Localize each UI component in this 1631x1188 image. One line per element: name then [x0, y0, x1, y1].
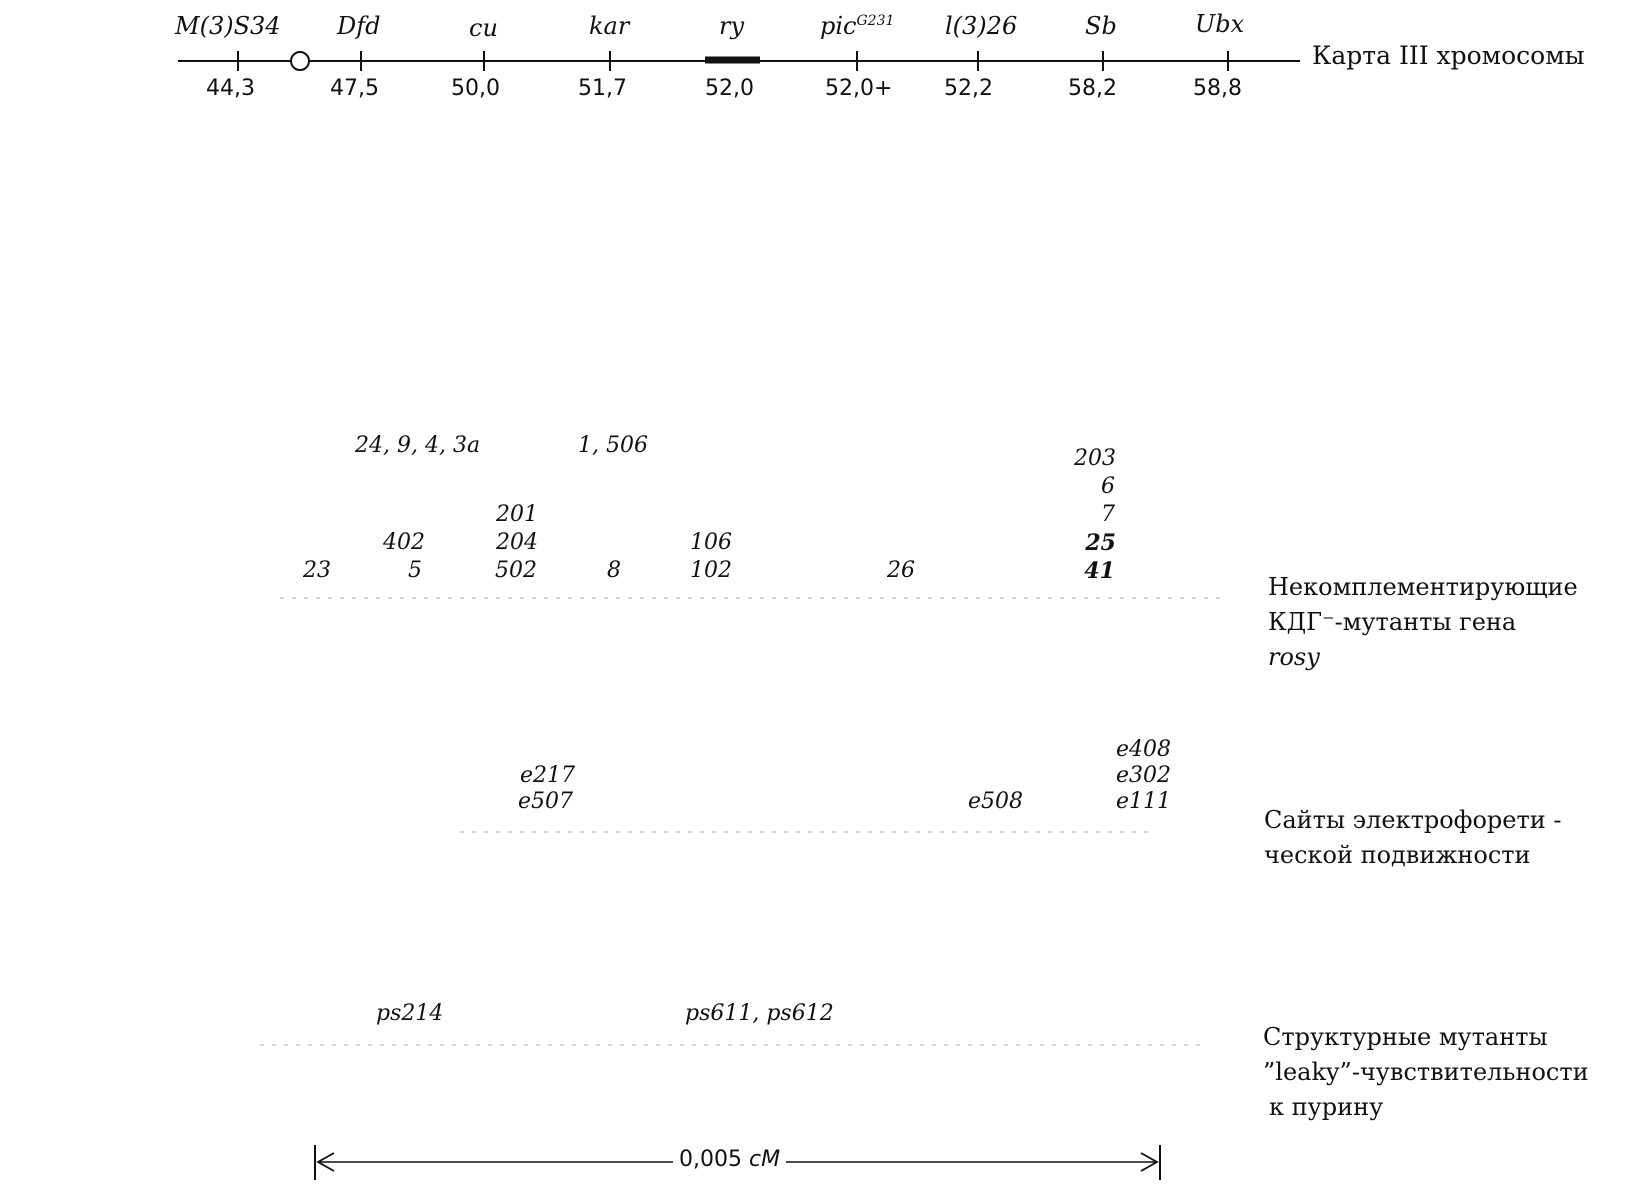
description-line: Некомплементирующие [1268, 573, 1578, 601]
locus-name-pic [820, 12, 894, 40]
centromere-circle [291, 52, 309, 70]
mutant-label: 402 [383, 530, 425, 555]
chromosome-map-label: Карта III хромосомы [1312, 41, 1585, 70]
locus-name: Ubx [1195, 10, 1245, 38]
mutant-label: 6 [1101, 474, 1115, 499]
mutant-label: 204 [496, 530, 538, 555]
description-line: ”leaky”-чувствительности [1263, 1058, 1589, 1086]
locus-name: Dfd [337, 12, 381, 40]
mutant-label: 41 [1084, 558, 1115, 584]
locus-position: 58,8 [1193, 76, 1242, 101]
mutant-label: 102 [690, 558, 732, 583]
mutant-label: 24, 9, 4, 3a [355, 433, 481, 458]
locus-position: 52,0 [705, 76, 754, 101]
mutant-label: 502 [495, 558, 537, 583]
mutant-label: 7 [1101, 502, 1115, 527]
mutant-label: 201 [496, 502, 538, 527]
description-line-italic [1268, 640, 1578, 675]
gene-name: rosy [1268, 643, 1320, 671]
mutant-label: e508 [968, 789, 1024, 814]
mutant-label: e217 [520, 763, 576, 788]
mutant-label: 1, 506 [578, 433, 648, 458]
mutant-label: 26 [887, 558, 915, 583]
mutant-label: ps214 [376, 1001, 444, 1026]
locus-name: pic [820, 12, 857, 40]
locus-position: 52,0+ [825, 76, 893, 101]
mutant-label: e111 [1116, 789, 1172, 814]
mutant-label: 106 [690, 530, 732, 555]
scale-unit: cM [748, 1147, 781, 1172]
locus-name: M(3)S34 [175, 12, 281, 40]
mutant-label: 8 [607, 558, 621, 583]
scale-label [673, 1147, 786, 1172]
description-line: ческой подвижности [1264, 841, 1531, 869]
noncomplementing-description [1268, 570, 1578, 675]
locus-position: 47,5 [330, 76, 379, 101]
locus-position: 50,0 [451, 76, 500, 101]
mutant-label: 25 [1085, 530, 1116, 556]
mutant-label: 23 [303, 558, 331, 583]
locus-position: 51,7 [578, 76, 627, 101]
description-line: Сайты электрофорети - [1264, 806, 1562, 834]
locus-name: kar [589, 12, 630, 40]
locus-position: 44,3 [206, 76, 255, 101]
locus-name: Sb [1085, 12, 1117, 40]
mutant-label: e408 [1116, 737, 1172, 762]
locus-name: ry [719, 12, 745, 40]
mutant-label: e302 [1116, 763, 1172, 788]
locus-name: l(3)26 [945, 12, 1018, 40]
scale-value: 0,005 [679, 1147, 742, 1172]
description-line: Структурные мутанты [1263, 1023, 1548, 1051]
structural-description [1263, 1020, 1589, 1125]
electrophoretic-description [1264, 803, 1561, 873]
mutant-label: 203 [1074, 446, 1116, 471]
locus-superscript: G231 [856, 13, 895, 29]
mutant-label: ps611, ps612 [685, 1001, 834, 1026]
description-line: к пурину [1269, 1093, 1384, 1121]
locus-name: cu [469, 14, 498, 42]
locus-position: 58,2 [1068, 76, 1117, 101]
mutant-label: 5 [408, 558, 422, 583]
locus-position: 52,2 [944, 76, 993, 101]
mutant-label: e507 [518, 789, 574, 814]
description-line: КДГ⁻-мутанты гена [1268, 608, 1517, 636]
